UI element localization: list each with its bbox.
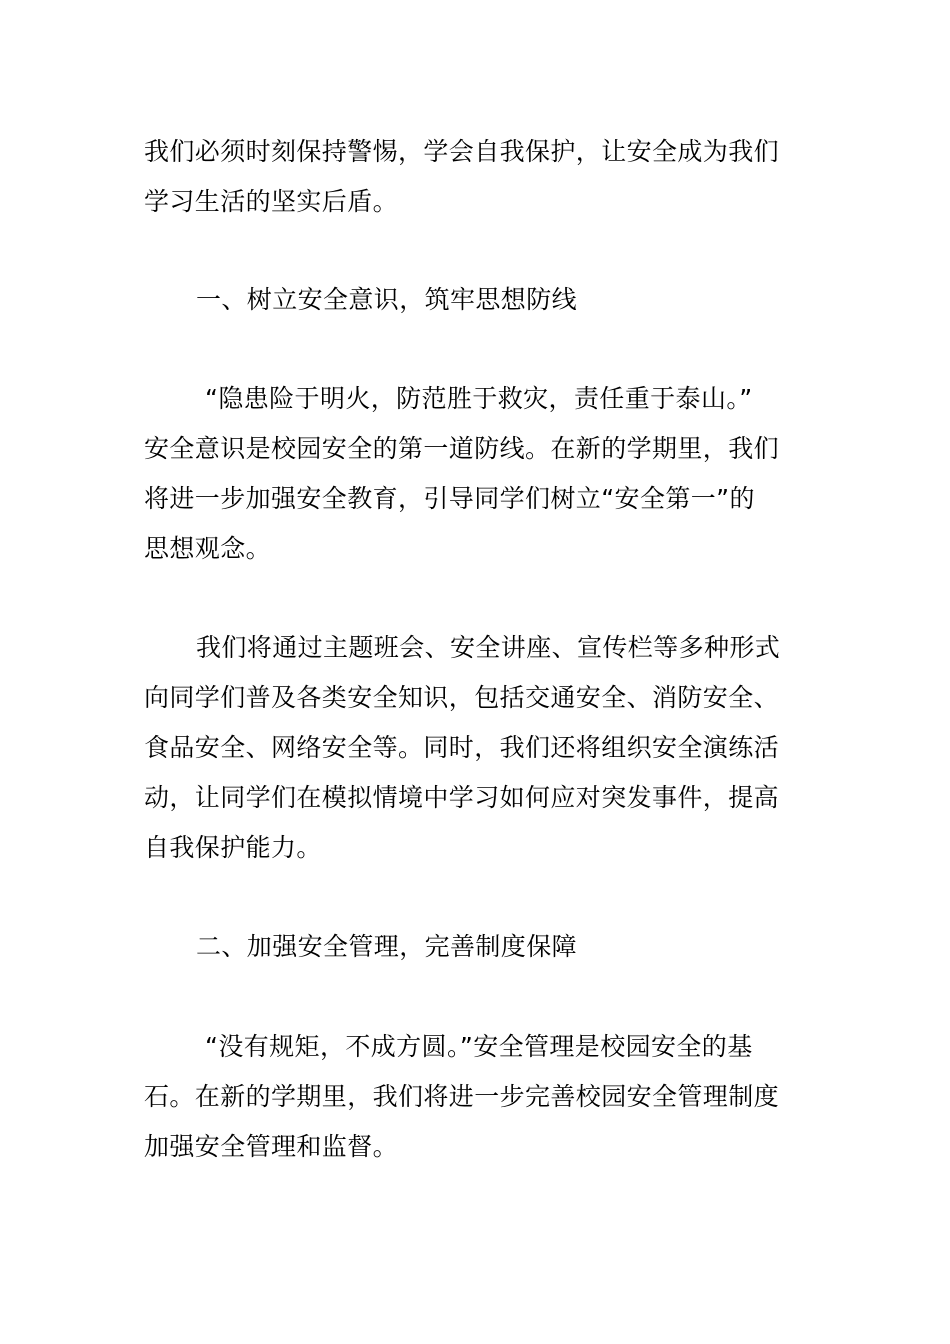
section-1-para-1-line-1: “隐患险于明火，防范胜于救灾，责任重于泰山。” [205, 384, 753, 413]
section-1-para-2-line-4: 动，让同学们在模拟情境中学习如何应对突发事件，提高 [144, 783, 780, 812]
section-1-para-2-line-1: 我们将通过主题班会、安全讲座、宣传栏等多种形式 [196, 633, 781, 662]
section-2-heading: 二、加强安全管理，完善制度保障 [196, 932, 578, 961]
intro-line-2: 学习生活的坚实后盾。 [144, 187, 399, 216]
section-2-para-1-line-3: 加强安全管理和监督。 [144, 1132, 399, 1161]
intro-line-1: 我们必须时刻保持警惕，学会自我保护，让安全成为我们 [144, 137, 780, 166]
section-2-para-1-line-1: “没有规矩，不成方圆。”安全管理是校园安全的基 [205, 1032, 753, 1061]
section-1-para-2-line-3: 食品安全、网络安全等。同时，我们还将组织安全演练活 [144, 733, 780, 762]
section-1-para-1-line-3: 将进一步加强安全教育，引导同学们树立“安全第一”的 [144, 484, 755, 513]
section-1-para-1-line-4: 思想观念。 [144, 534, 272, 563]
section-2-para-1-line-2: 石。在新的学期里，我们将进一步完善校园安全管理制度 [144, 1082, 780, 1111]
section-1-heading: 一、树立安全意识，筑牢思想防线 [196, 285, 578, 314]
section-1-para-1-line-2: 安全意识是校园安全的第一道防线。在新的学期里，我们 [144, 434, 780, 463]
section-1-para-2-line-5: 自我保护能力。 [144, 833, 322, 862]
section-1-para-2-line-2: 向同学们普及各类安全知识，包括交通安全、消防安全、 [144, 683, 780, 712]
